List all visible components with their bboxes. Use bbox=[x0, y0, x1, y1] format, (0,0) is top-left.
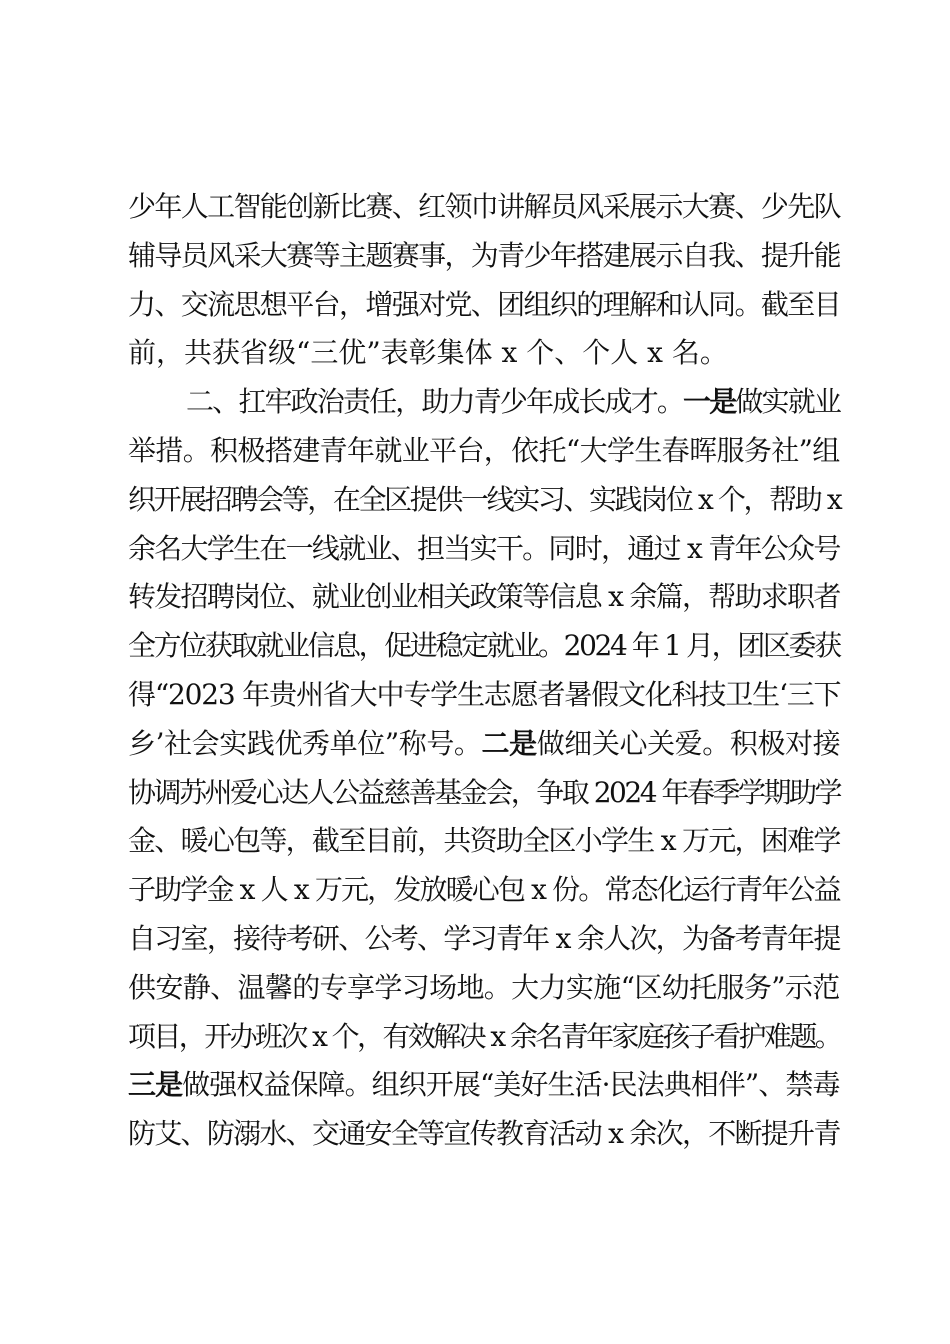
text-line bbox=[128, 378, 840, 427]
text-segment: 辅导员风采大赛等主题赛事，为青少年搭建展示自我、提升能 bbox=[128, 238, 840, 272]
body-text bbox=[128, 183, 840, 1159]
text-segment: 余名大学生在一线就业、担当实干。同时，通过 x 青年公众号 bbox=[128, 531, 840, 565]
bold-marker: 三是 bbox=[128, 1068, 183, 1102]
text-segment: 全方位获取就业信息，促进稳定就业。2024 年 1 月，团区委获 bbox=[128, 629, 840, 663]
text-line bbox=[128, 671, 840, 720]
text-segment: 转发招聘岗位、就业创业相关政策等信息 x 余篇，帮助求职者 bbox=[128, 580, 840, 614]
text-segment: 力、交流思想平台，增强对党、团组织的理解和认同。截至目 bbox=[128, 287, 840, 321]
text-line bbox=[128, 964, 840, 1013]
text-line bbox=[128, 1110, 840, 1159]
bold-marker: 二是 bbox=[481, 726, 537, 760]
text-line bbox=[128, 525, 840, 574]
text-segment: 前，共获省级“三优”表彰集体 x 个、个人 x 名。 bbox=[128, 336, 728, 370]
text-segment: 织开展招聘会等，在全区提供一线实习、实践岗位 x 个，帮助 x bbox=[128, 482, 841, 516]
text-line bbox=[128, 329, 840, 378]
text-line bbox=[128, 281, 840, 330]
text-segment: 金、暖心包等，截至目前，共资助全区小学生 x 万元，困难学 bbox=[128, 824, 840, 858]
text-line bbox=[128, 427, 840, 476]
text-line bbox=[128, 622, 840, 671]
text-segment: 子助学金 x 人 x 万元，发放暖心包 x 份。常态化运行青年公益 bbox=[128, 873, 840, 907]
text-line bbox=[128, 183, 840, 232]
text-segment: 乡’社会实践优秀单位”称号。 bbox=[128, 726, 482, 760]
text-line bbox=[128, 1061, 840, 1110]
text-segment: 举措。积极搭建青年就业平台，依托“大学生春晖服务社”组 bbox=[128, 433, 840, 467]
text-segment: 项目，开办班次 x 个，有效解决 x 余名青年家庭孩子看护难题。 bbox=[128, 1019, 841, 1053]
text-segment: 自习室，接待考研、公考、学习青年 x 余人次，为备考青年提 bbox=[128, 921, 840, 955]
text-line bbox=[128, 476, 840, 525]
text-segment: 防艾、防溺水、交通安全等宣传教育活动 x 余次，不断提升青 bbox=[128, 1117, 840, 1151]
text-segment: 少年人工智能创新比赛、红领巾讲解员风采展示大赛、少先队 bbox=[128, 190, 840, 223]
text-line bbox=[128, 769, 840, 818]
text-line bbox=[128, 720, 840, 769]
text-line bbox=[128, 1013, 840, 1062]
text-line bbox=[128, 573, 840, 622]
text-segment: 供安静、温馨的专享学习场地。大力实施“区幼托服务”示范 bbox=[128, 970, 840, 1004]
bold-marker: 一是 bbox=[683, 385, 736, 419]
text-line bbox=[128, 915, 840, 964]
text-segment: 做实就业 bbox=[735, 385, 841, 419]
text-line bbox=[128, 232, 840, 281]
text-segment: 协调苏州爱心达人公益慈善基金会，争取 2024 年春季学期助学 bbox=[128, 775, 841, 809]
text-segment: 做强权益保障。组织开展“美好生活·民法典相伴”、禁毒 bbox=[182, 1068, 840, 1102]
text-line bbox=[128, 817, 840, 866]
text-segment: 得“2023 年贵州省大中专学生志愿者暑假文化科技卫生‘三下 bbox=[128, 677, 841, 711]
text-segment: 做细关心关爱。积极对接 bbox=[536, 726, 841, 760]
text-line bbox=[128, 866, 840, 915]
text-segment: 二、扛牢政治责任，助力青少年成长成才。 bbox=[186, 385, 684, 419]
